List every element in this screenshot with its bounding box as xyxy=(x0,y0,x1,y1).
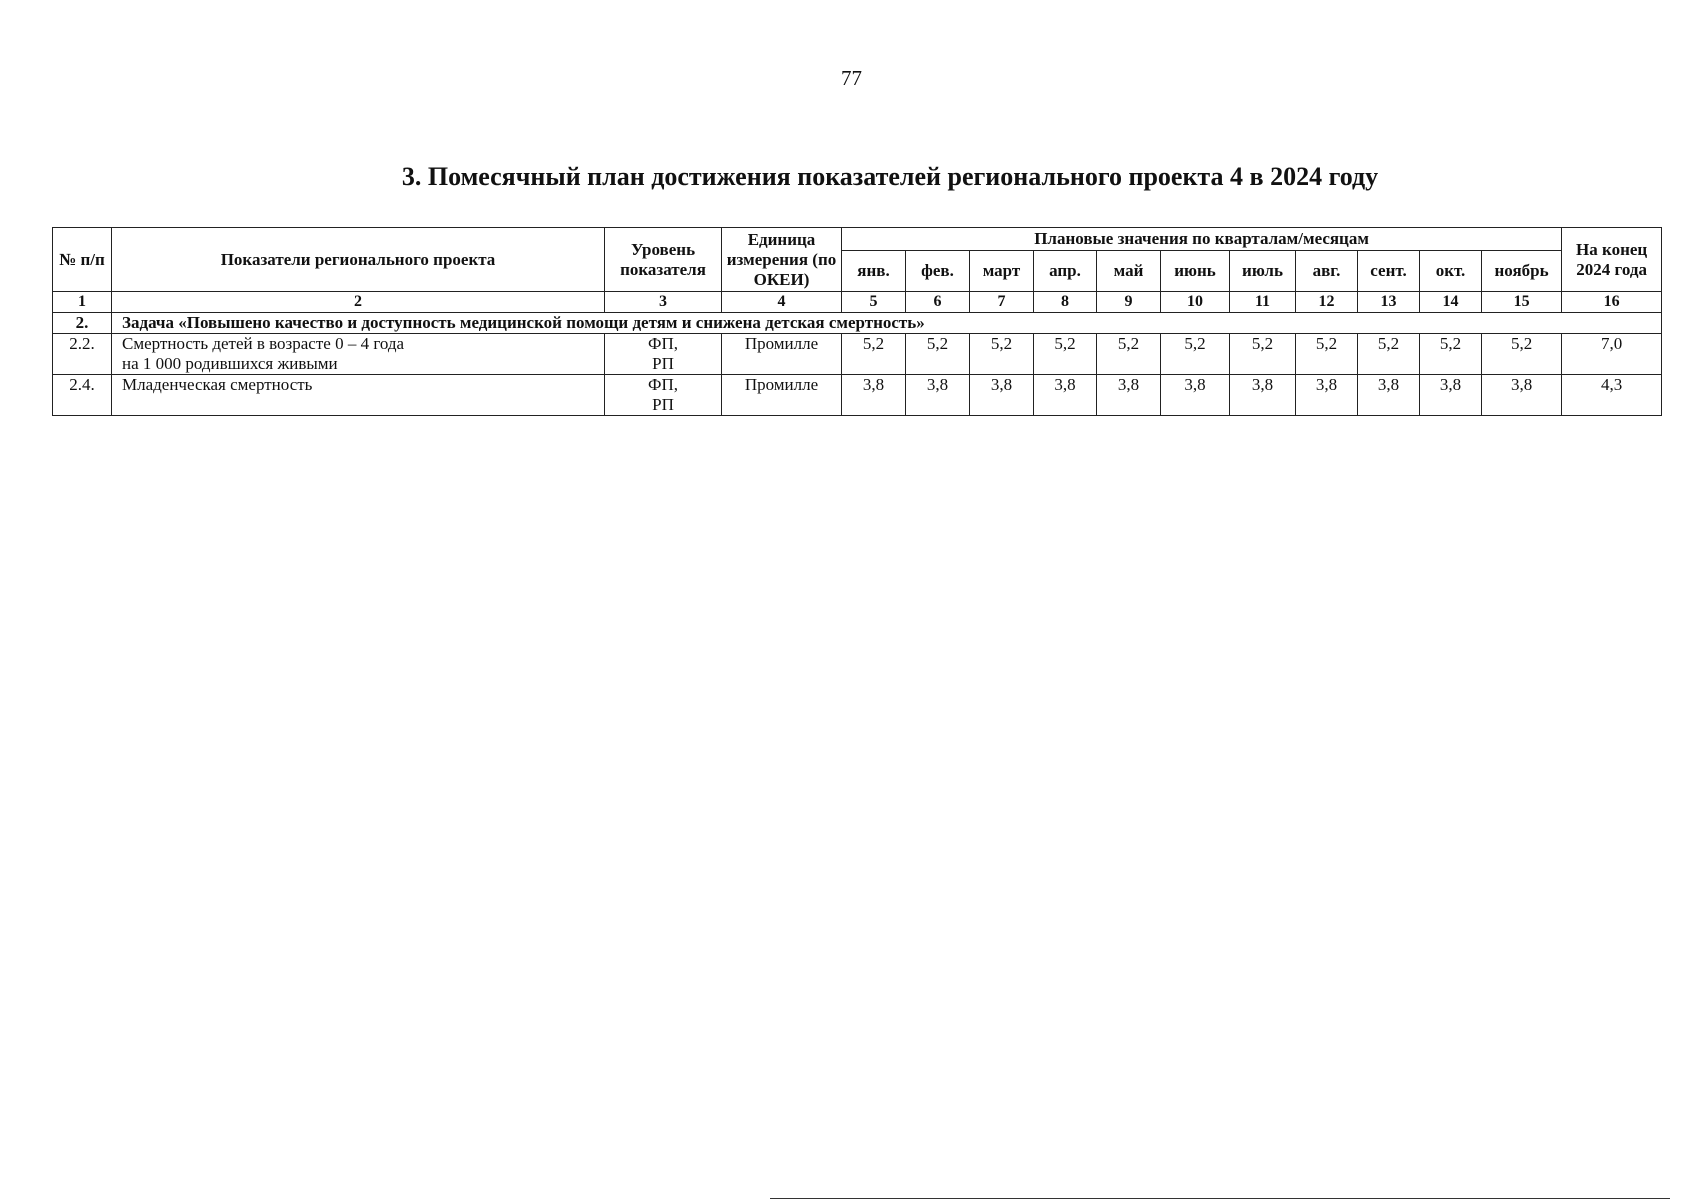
table-row xyxy=(53,375,1662,416)
column-number: 15 xyxy=(1482,292,1562,313)
end-of-year-value: 7,0 xyxy=(1562,334,1662,375)
row-level xyxy=(605,375,722,416)
row-unit: Промилле xyxy=(722,334,842,375)
column-number: 11 xyxy=(1230,292,1296,313)
month-value: 3,8 xyxy=(1161,375,1230,416)
row-indicator xyxy=(112,375,605,416)
month-value: 5,2 xyxy=(906,334,970,375)
column-number: 2 xyxy=(112,292,605,313)
column-number: 10 xyxy=(1161,292,1230,313)
month-value: 3,8 xyxy=(1420,375,1482,416)
row-indicator-line: на 1 000 родившихся живыми xyxy=(122,354,338,373)
month-header: июнь xyxy=(1161,251,1230,292)
month-header: окт. xyxy=(1420,251,1482,292)
header-end-of-year: На конец 2024 года xyxy=(1562,228,1662,292)
row-level-line: РП xyxy=(652,354,674,373)
task-row xyxy=(53,313,1662,334)
column-number: 14 xyxy=(1420,292,1482,313)
row-unit: Промилле xyxy=(722,375,842,416)
month-value: 3,8 xyxy=(1230,375,1296,416)
month-header: май xyxy=(1097,251,1161,292)
month-value: 5,2 xyxy=(1420,334,1482,375)
scan-edge-line xyxy=(770,1198,1670,1199)
column-number: 7 xyxy=(970,292,1034,313)
column-number: 8 xyxy=(1034,292,1097,313)
header-indicator: Показатели регионального проекта xyxy=(112,228,605,292)
column-number: 6 xyxy=(906,292,970,313)
header-planned: Плановые значения по кварталам/месяцам xyxy=(842,228,1562,251)
table-row xyxy=(53,334,1662,375)
month-header: авг. xyxy=(1296,251,1358,292)
task-num: 2. xyxy=(53,313,112,334)
page-title: 3. Помесячный план достижения показателей регионального проекта 4 в 2024 году xyxy=(401,162,1379,191)
column-number: 1 xyxy=(53,292,112,313)
column-number: 16 xyxy=(1562,292,1662,313)
month-value: 5,2 xyxy=(1358,334,1420,375)
month-header: фев. xyxy=(906,251,970,292)
header-row xyxy=(53,228,1662,251)
row-indicator-line: Смертность детей в возрасте 0 – 4 года xyxy=(122,334,405,353)
column-number: 5 xyxy=(842,292,906,313)
month-value: 3,8 xyxy=(970,375,1034,416)
month-value: 5,2 xyxy=(1296,334,1358,375)
column-number: 9 xyxy=(1097,292,1161,313)
month-value: 3,8 xyxy=(1358,375,1420,416)
column-number: 4 xyxy=(722,292,842,313)
row-level-line: ФП, xyxy=(648,375,678,394)
column-number: 13 xyxy=(1358,292,1420,313)
month-value: 5,2 xyxy=(1482,334,1562,375)
month-value: 3,8 xyxy=(1296,375,1358,416)
month-header: июль xyxy=(1230,251,1296,292)
month-value: 3,8 xyxy=(1482,375,1562,416)
row-num: 2.4. xyxy=(53,375,112,416)
header-level: Уровень показателя xyxy=(605,228,722,292)
row-level xyxy=(605,334,722,375)
task-title: Задача «Повышено качество и доступность медицинской помощи детям и снижена детская смертность» xyxy=(112,313,1662,334)
month-header: апр. xyxy=(1034,251,1097,292)
month-value: 5,2 xyxy=(1034,334,1097,375)
end-of-year-value: 4,3 xyxy=(1562,375,1662,416)
column-number: 12 xyxy=(1296,292,1358,313)
month-value: 3,8 xyxy=(1034,375,1097,416)
month-value: 5,2 xyxy=(1161,334,1230,375)
month-header: ноябрь xyxy=(1482,251,1562,292)
row-num: 2.2. xyxy=(53,334,112,375)
row-level-line: ФП, xyxy=(648,334,678,353)
column-number-row xyxy=(53,292,1662,313)
month-value: 3,8 xyxy=(842,375,906,416)
page-number: 77 xyxy=(841,66,862,90)
header-num: № п/п xyxy=(53,228,112,292)
month-value: 3,8 xyxy=(906,375,970,416)
month-header: янв. xyxy=(842,251,906,292)
monthly-plan-table xyxy=(52,227,1662,416)
row-indicator-line: Младенческая смертность xyxy=(122,375,313,394)
month-value: 5,2 xyxy=(970,334,1034,375)
month-value: 5,2 xyxy=(1230,334,1296,375)
column-number: 3 xyxy=(605,292,722,313)
header-unit: Единица измерения (по ОКЕИ) xyxy=(722,228,842,292)
month-value: 5,2 xyxy=(842,334,906,375)
month-value: 3,8 xyxy=(1097,375,1161,416)
row-indicator xyxy=(112,334,605,375)
month-value: 5,2 xyxy=(1097,334,1161,375)
month-header: март xyxy=(970,251,1034,292)
row-level-line: РП xyxy=(652,395,674,414)
month-header: сент. xyxy=(1358,251,1420,292)
